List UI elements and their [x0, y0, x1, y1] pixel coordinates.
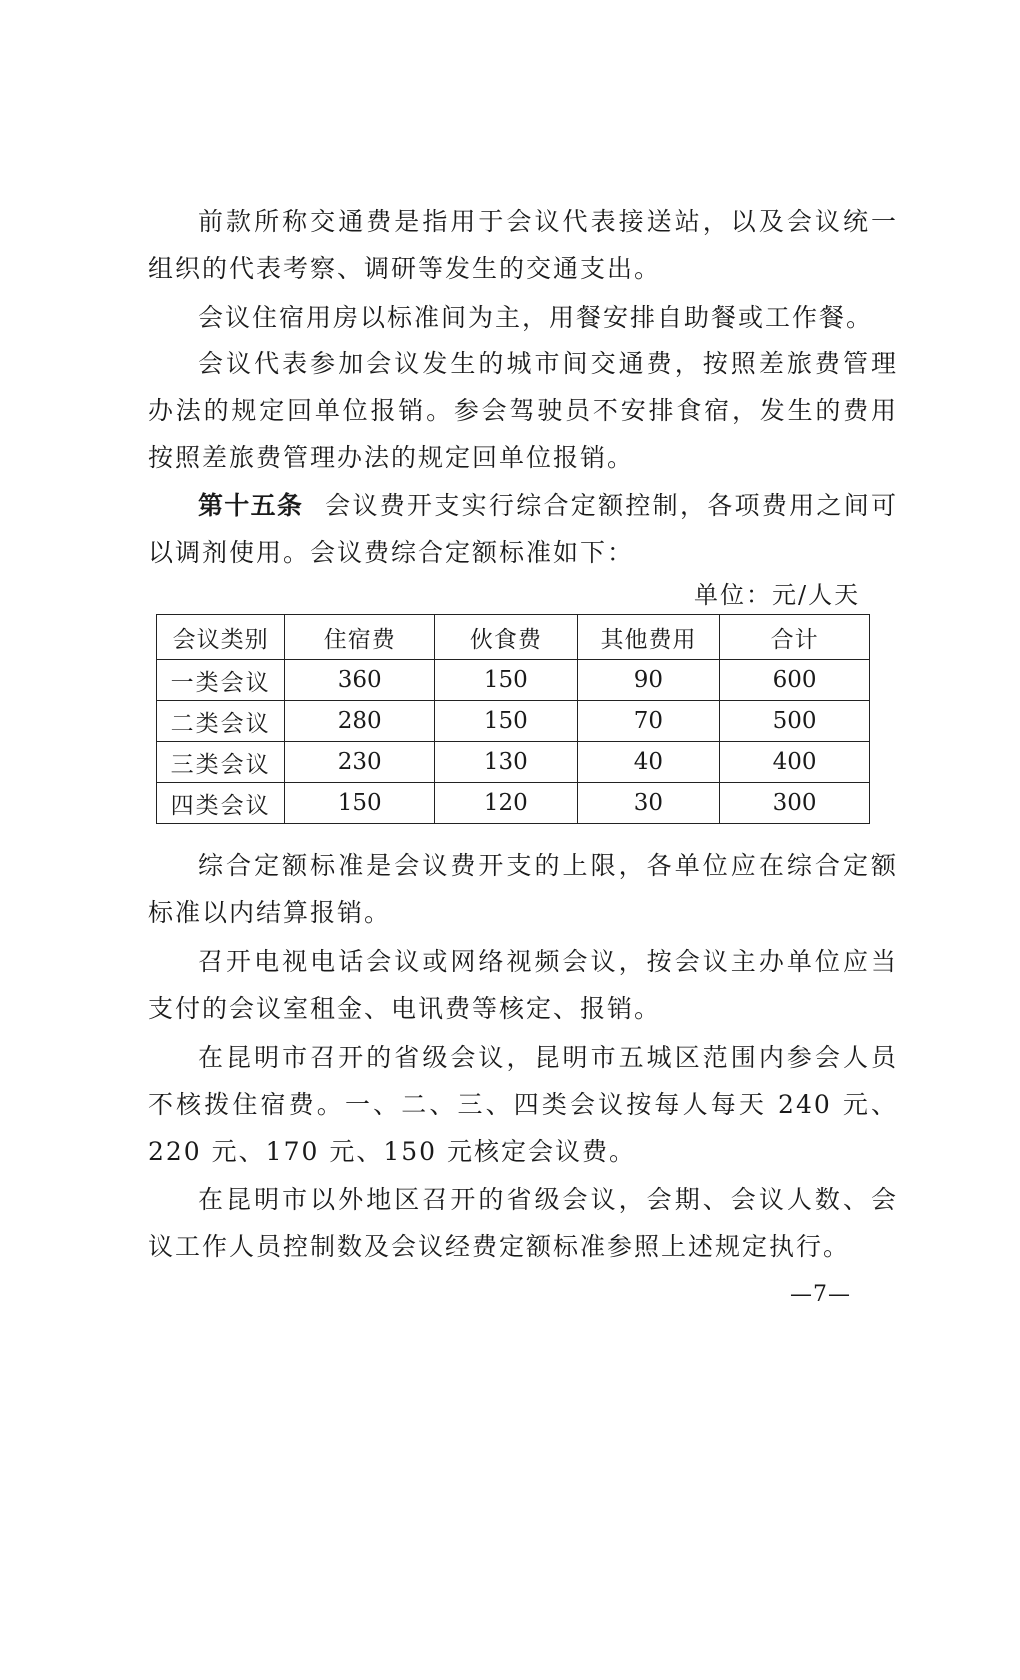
page-number: —7—: [790, 1282, 851, 1307]
table-row: [157, 660, 870, 701]
paragraph-transport-definition: 前款所称交通费是指用于会议代表接送站，以及会议统一组织的代表考察、调研等发生的交通支出。: [148, 207, 898, 283]
paragraph-article-15: [148, 482, 898, 576]
paragraph-accommodation: 会议住宿用房以标准间为主，用餐安排自助餐或工作餐。: [198, 303, 874, 332]
table-cell: 280: [285, 701, 435, 742]
table-cell: 120: [435, 783, 578, 824]
table-cell: 500: [720, 701, 870, 742]
table-cell: 150: [285, 783, 435, 824]
paragraph-kunming-meetings: 在昆明市召开的省级会议，昆明市五城区范围内参会人员不核拨住宿费。一、二、三、四类会议按每人每天 240 元、220 元、170 元、150 元核定会议费。: [148, 1043, 898, 1166]
table-cell: 230: [285, 742, 435, 783]
article-body: 会议费开支实行综合定额控制，各项费用之间可以调剂使用。会议费综合定额标准如下：: [148, 491, 898, 567]
paragraph-outside-kunming: 在昆明市以外地区召开的省级会议，会期、会议人数、会议工作人员控制数及会议经费定额标准参照上述规定执行。: [148, 1185, 898, 1261]
table-cell: 一类会议: [157, 660, 285, 701]
table-unit-label: 单位：元/人天: [694, 581, 861, 609]
paragraph-quota-limit: 综合定额标准是会议费开支的上限，各单位应在综合定额标准以内结算报销。: [148, 851, 898, 927]
table-cell: 300: [720, 783, 870, 824]
table-cell: 40: [577, 742, 720, 783]
table-cell: 四类会议: [157, 783, 285, 824]
header-cell: 住宿费: [285, 615, 435, 660]
table-cell: 二类会议: [157, 701, 285, 742]
table-cell: 70: [577, 701, 720, 742]
header-cell: 会议类别: [157, 615, 285, 660]
table-header-row: [157, 615, 870, 660]
table-cell: 360: [285, 660, 435, 701]
table-row: [157, 783, 870, 824]
header-cell: 其他费用: [577, 615, 720, 660]
header-cell: 伙食费: [435, 615, 578, 660]
table-row: [157, 742, 870, 783]
paragraph-video-conference: 召开电视电话会议或网络视频会议，按会议主办单位应当支付的会议室租金、电讯费等核定、报销。: [148, 947, 898, 1023]
table-cell: 90: [577, 660, 720, 701]
table-cell: 400: [720, 742, 870, 783]
table-row: [157, 701, 870, 742]
paragraph-intercity-transport: 会议代表参加会议发生的城市间交通费，按照差旅费管理办法的规定回单位报销。参会驾驶员不安排食宿，发生的费用按照差旅费管理办法的规定回单位报销。: [148, 349, 898, 472]
article-heading: 第十五条: [198, 491, 304, 520]
header-cell: 合计: [720, 615, 870, 660]
meeting-fee-table: [156, 614, 870, 824]
table-cell: 600: [720, 660, 870, 701]
table-cell: 150: [435, 660, 578, 701]
table-cell: 150: [435, 701, 578, 742]
table-cell: 130: [435, 742, 578, 783]
table-cell: 三类会议: [157, 742, 285, 783]
table-cell: 30: [577, 783, 720, 824]
